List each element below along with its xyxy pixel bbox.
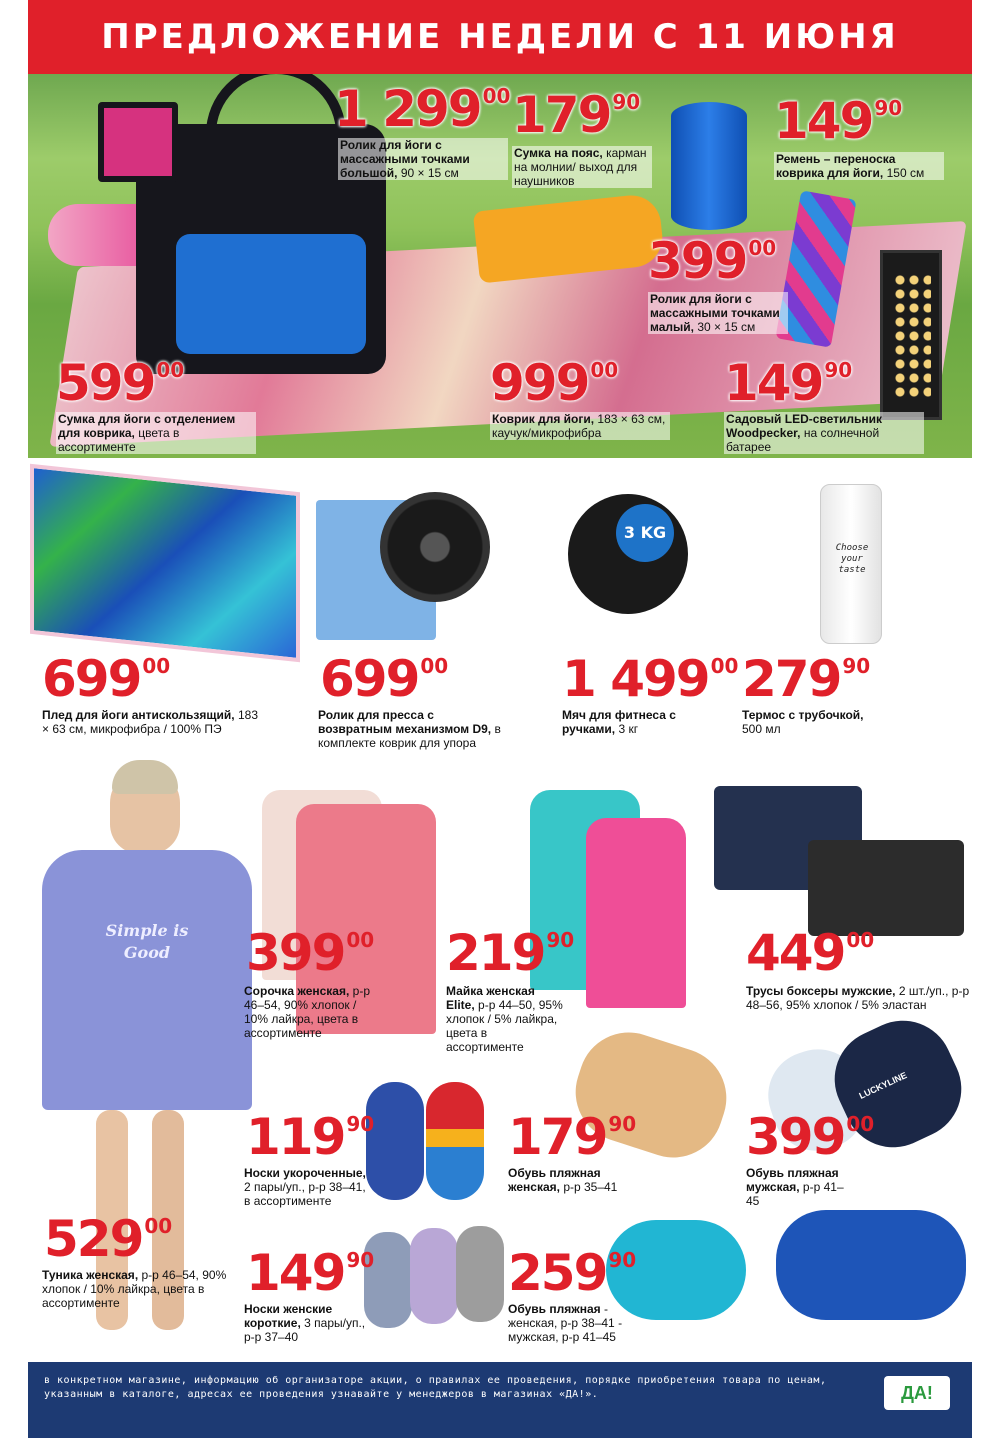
footer-disclaimer: в конкретном магазине, информацию об организаторе акции, о правилах ее проведения, порядке приобретения товара по ценам, указанным в каталоге, адресах ее проведения узнавайте у менеджеров в магазинах «ДА!». <box>44 1375 827 1400</box>
price-tag: 279 90 <box>742 650 871 708</box>
abs-roller-image <box>380 492 490 602</box>
boxers-print-image <box>808 840 964 936</box>
product-description: Туника женская, р-р 46–54, 90% хлопок / 10% лайкра, цвета в ассортименте <box>42 1268 227 1310</box>
ball-label: 3 KG <box>616 504 674 562</box>
product-description: Носки укороченные, 2 пары/уп., р-р 38–41, в ассортименте <box>244 1166 366 1208</box>
price-tag: 399 00 <box>246 924 375 982</box>
product-description: Обувь пляжная мужская, р-р 41–45 <box>746 1166 844 1208</box>
color-swatch-image <box>98 102 178 182</box>
footer <box>28 1362 972 1438</box>
product-description: Коврик для йоги, 183 × 63 см, каучук/микрофибра <box>490 412 670 440</box>
price-tag: 699 00 <box>42 650 171 708</box>
tunic-print: Simple is Good <box>105 921 189 962</box>
product-description: Плед для йоги антискользящий, 183 × 63 см, микрофибра / 100% ПЭ <box>42 708 258 736</box>
product-description: Носки женские короткие, 3 пары/уп., р-р 37–40 <box>244 1302 366 1344</box>
page-header: ПРЕДЛОЖЕНИЕ НЕДЕЛИ С 11 ИЮНЯ <box>28 0 972 74</box>
store-logo[interactable]: ДА! <box>884 1376 950 1410</box>
product-description: Ролик для йоги с массажными точками малый, 30 × 15 см <box>648 292 788 334</box>
thermos-image <box>820 484 882 644</box>
socks-women-image <box>410 1228 458 1324</box>
product-description: Сорочка женская, р-р 46–54, 90% хлопок / 10% лайкра, цвета в ассортименте <box>244 984 370 1040</box>
product-description: Садовый LED-светильник Woodpecker, на солнечной батарее <box>724 412 924 454</box>
price-tag: 219 90 <box>446 924 575 982</box>
price-tag: 119 90 <box>246 1108 375 1166</box>
yoga-blanket-image <box>30 464 300 662</box>
price-tag: 599 00 <box>56 354 185 412</box>
product-description: Ролик для йоги с массажными точками большой, 90 × 15 см <box>338 138 508 180</box>
fitness-ball-image <box>568 494 688 614</box>
product-description: Сумка для йоги с отделением для коврика, цвета в ассортименте <box>56 412 256 454</box>
clogs-blue-image <box>776 1210 966 1320</box>
product-description: Обувь пляжная - женская, р-р 38–41 - мужская, р-р 41–45 <box>508 1302 623 1344</box>
price-tag: 149 90 <box>724 354 853 412</box>
product-description: Майка женская Elite, р-р 44–50, 95% хлопок / 5% лайкра, цвета в ассортименте <box>446 984 563 1054</box>
socks-blue-image <box>366 1082 424 1200</box>
product-description: Ролик для пресса с возвратным механизмом D9, в комплекте коврик для упора <box>318 708 501 750</box>
product-description: Термос с трубочкой, 500 мл <box>742 708 864 736</box>
small-roller-image <box>671 102 747 230</box>
model-hair-image <box>112 760 178 794</box>
hero-banner <box>28 74 972 458</box>
product-description: Ремень – переноска коврика для йоги, 150 см <box>774 152 944 180</box>
tank-top-pink-image <box>586 818 686 1008</box>
thermos-print: Choose your taste <box>835 543 869 575</box>
flipflop-print: LUCKYLINE <box>857 1070 909 1101</box>
socks-red-image <box>426 1082 484 1200</box>
tunic-image <box>42 850 252 1110</box>
price-tag: 1 499 00 <box>562 650 739 708</box>
price-tag: 449 00 <box>746 924 875 982</box>
price-tag: 529 00 <box>44 1210 173 1268</box>
socks-women-image <box>456 1226 504 1322</box>
price-tag: 699 00 <box>320 650 449 708</box>
product-description: Трусы боксеры мужские, 2 шт./уп., р-р 48–56, 95% хлопок / 5% эластан <box>746 984 970 1012</box>
price-tag: 179 90 <box>508 1108 637 1166</box>
price-tag: 999 00 <box>490 354 619 412</box>
price-tag: 399 00 <box>746 1108 875 1166</box>
price-tag: 259 90 <box>508 1244 637 1302</box>
price-tag: 149 90 <box>774 92 903 150</box>
product-description: Сумка на пояс, карман на молнии/ выход для наушников <box>512 146 652 188</box>
price-tag: 1 299 00 <box>334 80 511 138</box>
led-lamp-image <box>880 250 942 420</box>
product-description: Мяч для фитнеса с ручками, 3 кг <box>562 708 676 736</box>
price-tag: 399 00 <box>648 232 777 290</box>
price-tag: 179 90 <box>512 86 641 144</box>
price-tag: 149 90 <box>246 1244 375 1302</box>
product-description: Обувь пляжная женская, р-р 35–41 <box>508 1166 618 1194</box>
